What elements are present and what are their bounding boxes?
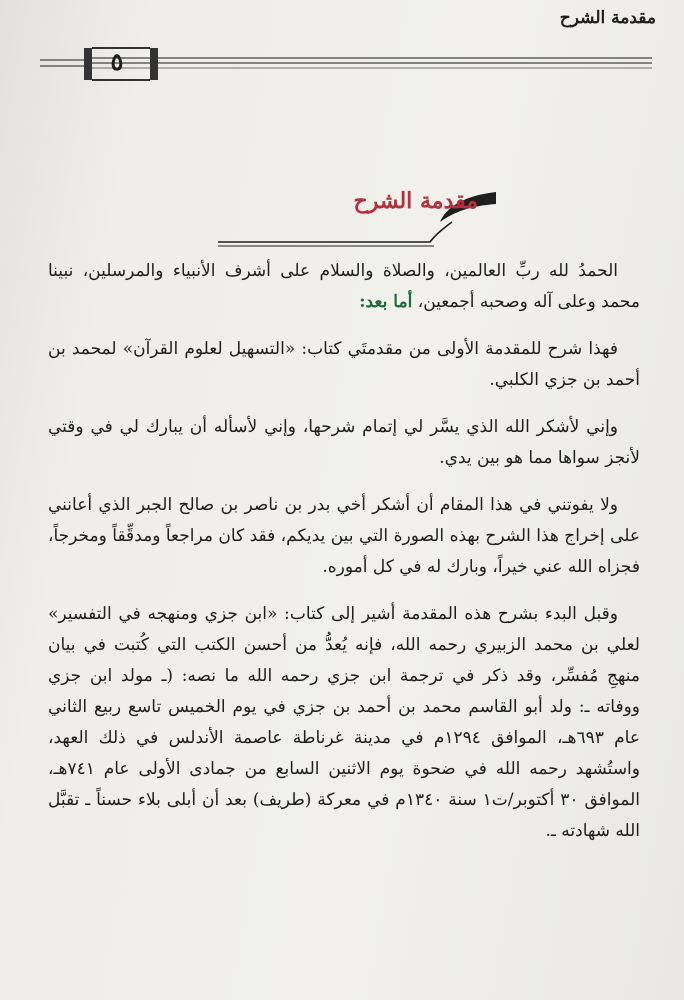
paragraph-acknowledgement: ولا يفوتني في هذا المقام أن أشكر أخي بدر بن ناصر بن صالح الجبر الذي أعانني على إخراج هذا الشرح بهذه الصورة التي بين يديكم، فقد كان مراجعاً ومدقِّقاً ومخرجاً، فجزاه الله عني خيراً، وبارك له في كل أموره.	[48, 495, 640, 577]
amma-bad-accent: أما بعد:	[359, 292, 413, 312]
running-head-title: مقدمة الشرح	[559, 8, 656, 28]
paragraph-thanks: وإني لأشكر الله الذي يسَّر لي إتمام شرحها، وإني لأسأله أن يبارك لي في وقتي لأنجز سواها مما هو بين يدي.	[48, 417, 640, 468]
paragraph-book: فهذا شرح للمقدمة الأولى من مقدمتَي كتاب: «التسهيل لعلوم القرآن» لمحمد بن أحمد بن جزي الكلبي.	[48, 339, 640, 390]
paragraph-text: الحمدُ لله ربِّ العالمين، والصلاة والسلام على أشرف الأنبياء والمرسلين، نبينا محمد وعلى آله وصحبه أجمعين،	[48, 261, 640, 312]
paragraph-biography: وقبل البدء بشرح هذه المقدمة أشير إلى كتاب: «ابن جزي ومنهجه في التفسير» لعلي بن محمد الزبيري رحمه الله، فإنه يُعدُّ من أحسن الكتب التي كُتبت في بيان منهجِ مُفسِّر، وقد ذكر في ترجمة ابن جزي رحمه الله ما نصه: (ـ مولد ابن جزي ووفاته ـ: ولد أبو القاسم محمد بن أحمد بن جزي في يوم الخميس تاسع ربيع الثاني عام ٦٩٣هـ، الموافق ١٢٩٤م في مدينة غرناطة عاصمة الأندلس في ذلك العهد، واستُشهد رحمه الله في ضحوة يوم الاثنين السابع من جمادى الأولى عام ٧٤١هـ، الموافق ٣٠ أكتوبر/ت١ سنة ١٣٤٠م في معركة (طريف) بعد أن أبلى بلاء حسناً ـ تقبَّل الله شهادته ـ.	[48, 604, 641, 841]
body-text	[48, 256, 640, 847]
page-number: ٥	[110, 47, 124, 76]
paragraph-intro	[48, 256, 640, 318]
section-heading: مقدمة الشرح	[353, 188, 478, 214]
